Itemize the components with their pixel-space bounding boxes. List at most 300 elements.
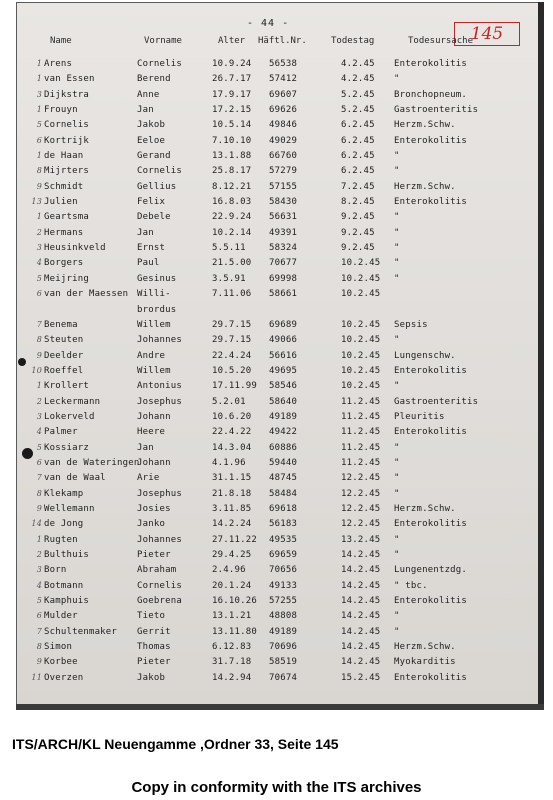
birth-date: 7.10.10 — [212, 135, 252, 146]
row-mark: 4 — [36, 427, 42, 437]
first-name: Gerrit — [137, 626, 171, 637]
first-name: Thomas — [137, 642, 171, 653]
death-date: 11.2.45 — [341, 411, 381, 422]
prisoner-number: 57412 — [269, 74, 298, 85]
row-mark: 8 — [36, 166, 42, 176]
death-date: 10.2.45 — [341, 335, 381, 346]
surname: Kossiarz — [44, 442, 89, 453]
first-name: Gellius — [137, 181, 177, 192]
surname: de Haan — [44, 151, 84, 162]
birth-date: 27.11.22 — [212, 534, 257, 545]
first-name: Antonius — [137, 381, 182, 392]
cause-of-death: " tbc. — [394, 580, 428, 591]
row-mark: 5 — [36, 120, 42, 130]
table-row — [16, 166, 544, 181]
page-number: - 44 - — [247, 18, 290, 29]
death-date: 14.2.45 — [341, 657, 381, 668]
birth-date: 17.9.17 — [212, 89, 252, 100]
cause-of-death: " — [394, 243, 400, 254]
first-name: Josephus — [137, 396, 182, 407]
first-name: Eeloe — [137, 135, 166, 146]
first-name: Josephus — [137, 488, 182, 499]
death-date: 10.2.45 — [341, 273, 381, 284]
surname: van de Wateringen — [44, 457, 140, 468]
table-row — [16, 335, 544, 350]
birth-date: 22.9.24 — [212, 212, 252, 223]
first-name: brordus — [137, 304, 177, 315]
prisoner-number: 70677 — [269, 258, 298, 269]
death-date: 8.2.45 — [341, 197, 375, 208]
table-row — [16, 627, 544, 642]
death-date: 12.2.45 — [341, 488, 381, 499]
birth-date: 10.5.20 — [212, 365, 252, 376]
cause-of-death: " — [394, 335, 400, 346]
table-row — [16, 136, 544, 151]
prisoner-number: 57279 — [269, 166, 298, 177]
death-date: 10.2.45 — [341, 350, 381, 361]
first-name: Willem — [137, 365, 171, 376]
death-date: 6.2.45 — [341, 166, 375, 177]
table-row — [16, 565, 544, 580]
death-date: 7.2.45 — [341, 181, 375, 192]
prisoner-number: 69607 — [269, 89, 298, 100]
first-name: Johann — [137, 457, 171, 468]
row-mark: 1 — [36, 59, 42, 68]
surname: Born — [44, 565, 67, 576]
first-name: Pieter — [137, 550, 171, 560]
death-date: 10.2.45 — [341, 258, 381, 269]
first-name: Cornelis — [137, 59, 182, 69]
cause-of-death: Enterokolitis — [394, 59, 468, 69]
surname: Cornelis — [44, 120, 89, 131]
birth-date: 5.2.01 — [212, 396, 246, 407]
prisoner-number: 49391 — [269, 227, 298, 238]
first-name: Johannes — [137, 335, 182, 346]
prisoner-number: 69618 — [269, 503, 298, 514]
surname: de Jong — [44, 519, 84, 530]
death-date: 14.2.45 — [341, 565, 381, 576]
archive-reference: ITS/ARCH/KL Neuengamme ,Ordner 33, Seite 145 — [12, 736, 339, 752]
row-mark: 1 — [36, 74, 42, 84]
row-mark: 1 — [36, 381, 42, 391]
surname: Borgers — [44, 258, 84, 269]
birth-date: 2.4.96 — [212, 565, 246, 576]
death-date: 12.2.45 — [341, 473, 381, 484]
death-date: 9.2.45 — [341, 243, 375, 254]
cause-of-death: " — [394, 534, 400, 545]
surname: Deelder — [44, 350, 84, 361]
first-name: Janko — [137, 519, 166, 530]
row-mark: 10 — [31, 365, 42, 375]
birth-date: 13.1.88 — [212, 151, 252, 162]
row-mark: 13 — [31, 197, 42, 207]
surname: Korbee — [44, 657, 78, 668]
birth-date: 3.5.91 — [212, 273, 246, 284]
cause-of-death: " — [394, 212, 400, 223]
row-mark: 3 — [36, 89, 42, 99]
birth-date: 10.9.24 — [212, 59, 252, 69]
cause-of-death: Enterokolitis — [394, 596, 468, 607]
birth-date: 21.8.18 — [212, 488, 252, 499]
cause-of-death: Gastroenteritis — [394, 105, 479, 116]
table-row — [16, 473, 544, 488]
table-row — [16, 305, 544, 320]
prisoner-number: 58519 — [269, 657, 298, 668]
first-name: Willem — [137, 319, 171, 330]
surname: Geartsma — [44, 212, 89, 223]
prisoner-number: 60886 — [269, 442, 298, 453]
cause-of-death: " — [394, 381, 400, 392]
row-mark: 8 — [36, 642, 42, 652]
death-date: 11.2.45 — [341, 427, 381, 438]
birth-date: 31.1.15 — [212, 473, 252, 484]
table-row — [16, 535, 544, 550]
table-row — [16, 611, 544, 626]
row-mark: 7 — [36, 626, 42, 636]
table-row — [16, 212, 544, 227]
table-row — [16, 642, 544, 657]
first-name: Josies — [137, 503, 171, 514]
birth-date: 17.2.15 — [212, 105, 252, 116]
row-mark: 1 — [36, 534, 42, 544]
prisoner-number: 58430 — [269, 197, 298, 208]
death-date: 14.2.45 — [341, 642, 381, 653]
first-name: Gerand — [137, 151, 171, 162]
first-name: Goebrena — [137, 596, 182, 607]
birth-date: 14.2.94 — [212, 672, 252, 683]
cause-of-death: Bronchopneum. — [394, 89, 468, 100]
row-mark: 6 — [36, 457, 42, 467]
row-mark: 11 — [31, 672, 42, 682]
first-name: Tieto — [137, 611, 166, 622]
table-row — [16, 258, 544, 273]
death-date: 14.2.45 — [341, 596, 381, 607]
first-name: Paul — [137, 258, 160, 269]
death-date: 14.2.45 — [341, 550, 381, 560]
birth-date: 22.4.22 — [212, 427, 252, 438]
birth-date: 14.3.04 — [212, 442, 252, 453]
cause-of-death: " — [394, 550, 400, 560]
row-mark: 1 — [36, 212, 42, 222]
birth-date: 8.12.21 — [212, 181, 252, 192]
table-row — [16, 289, 544, 304]
surname: van der Maessen — [44, 289, 129, 300]
table-row — [16, 397, 544, 412]
row-mark: 5 — [36, 596, 42, 606]
prisoner-number: 58484 — [269, 488, 298, 499]
row-mark: 2 — [36, 550, 42, 559]
cause-of-death: Enterokolitis — [394, 197, 468, 208]
table-row — [16, 489, 544, 504]
column-header-name: Name — [50, 36, 72, 46]
death-date: 6.2.45 — [341, 135, 375, 146]
first-name: Jakob — [137, 120, 166, 131]
death-date: 5.2.45 — [341, 105, 375, 116]
death-date: 12.2.45 — [341, 519, 381, 530]
death-date: 15.2.45 — [341, 672, 381, 683]
row-mark: 1 — [36, 151, 42, 161]
birth-date: 16.10.26 — [212, 596, 257, 607]
surname: Bulthuis — [44, 550, 89, 560]
surname: Palmer — [44, 427, 78, 438]
birth-date: 31.7.18 — [212, 657, 252, 668]
death-date: 13.2.45 — [341, 534, 381, 545]
surname: Botmann — [44, 580, 84, 591]
row-mark: 3 — [36, 565, 42, 575]
prisoner-number: 49422 — [269, 427, 298, 438]
surname: Heusinkveld — [44, 243, 106, 254]
prisoner-number: 49846 — [269, 120, 298, 131]
column-header-cause: Todesursache — [408, 36, 474, 46]
first-name: Jakob — [137, 672, 166, 683]
birth-date: 29.4.25 — [212, 550, 252, 560]
prisoner-number: 48808 — [269, 611, 298, 622]
table-row — [16, 105, 544, 120]
surname: Arens — [44, 59, 73, 69]
first-name: Arie — [137, 473, 160, 484]
table-row — [16, 550, 544, 565]
birth-date: 13.11.80 — [212, 626, 257, 637]
table-row — [16, 381, 544, 396]
cause-of-death: " — [394, 611, 400, 622]
death-date: 11.2.45 — [341, 457, 381, 468]
death-date: 6.2.45 — [341, 151, 375, 162]
birth-date: 6.12.83 — [212, 642, 252, 653]
surname: Frouyn — [44, 105, 78, 116]
cause-of-death: Pleuritis — [394, 411, 445, 422]
cause-of-death: Herzm.Schw. — [394, 642, 456, 653]
prisoner-number: 58661 — [269, 289, 298, 300]
table-row — [16, 228, 544, 243]
surname: Wellemann — [44, 503, 95, 514]
prisoner-number: 49029 — [269, 135, 298, 146]
prisoner-number: 70656 — [269, 565, 298, 576]
birth-date: 10.2.14 — [212, 227, 252, 238]
first-name: Willi- — [137, 289, 171, 300]
death-date: 14.2.45 — [341, 580, 381, 591]
cause-of-death: Herzm.Schw. — [394, 120, 456, 131]
row-mark: 4 — [36, 580, 42, 590]
death-date: 9.2.45 — [341, 227, 375, 238]
prisoner-number: 56538 — [269, 59, 298, 69]
row-mark: 5 — [36, 442, 42, 452]
birth-date: 16.8.03 — [212, 197, 252, 208]
column-header-age: Alter — [218, 36, 246, 46]
table-row — [16, 443, 544, 458]
first-name: Jan — [137, 105, 154, 116]
birth-date: 29.7.15 — [212, 335, 252, 346]
death-date: 4.2.45 — [341, 74, 375, 85]
surname: Hermans — [44, 227, 84, 238]
death-date: 9.2.45 — [341, 212, 375, 223]
row-mark: 7 — [36, 319, 42, 329]
first-name: Pieter — [137, 657, 171, 668]
table-row — [16, 74, 544, 89]
prisoner-number: 49189 — [269, 411, 298, 422]
cause-of-death: Enterokolitis — [394, 365, 468, 376]
cause-of-death: " — [394, 626, 400, 637]
table-row — [16, 366, 544, 381]
death-date: 6.2.45 — [341, 120, 375, 131]
cause-of-death: " — [394, 457, 400, 468]
birth-date: 10.5.14 — [212, 120, 252, 131]
table-row — [16, 182, 544, 197]
death-date: 5.2.45 — [341, 89, 375, 100]
first-name: Andre — [137, 350, 166, 361]
prisoner-number: 48745 — [269, 473, 298, 484]
row-mark: 8 — [36, 335, 42, 345]
prisoner-number: 58546 — [269, 381, 298, 392]
first-name: Cornelis — [137, 166, 182, 177]
cause-of-death: " — [394, 442, 400, 453]
first-name: Abraham — [137, 565, 177, 576]
row-mark: 3 — [36, 243, 42, 253]
birth-date: 29.7.15 — [212, 319, 252, 330]
first-name: Ernst — [137, 243, 166, 254]
row-mark: 9 — [36, 181, 42, 191]
prisoner-number: 49189 — [269, 626, 298, 637]
cause-of-death: Enterokolitis — [394, 135, 468, 146]
table-row — [16, 458, 544, 473]
surname: Julien — [44, 197, 78, 208]
table-row — [16, 320, 544, 335]
row-mark: 8 — [36, 488, 42, 498]
cause-of-death: Gastroenteritis — [394, 396, 479, 407]
first-name: Berend — [137, 74, 171, 85]
row-mark: 9 — [36, 503, 42, 513]
cause-of-death: " — [394, 74, 400, 85]
surname: Roeffel — [44, 365, 84, 376]
table-row — [16, 243, 544, 258]
cause-of-death: " — [394, 488, 400, 499]
column-header-first-name: Vorname — [144, 36, 182, 46]
prisoner-number: 58324 — [269, 243, 298, 254]
cause-of-death: Enterokolitis — [394, 519, 468, 530]
row-mark: 4 — [36, 258, 42, 268]
surname: Kortrijk — [44, 135, 89, 146]
birth-date: 3.11.85 — [212, 503, 252, 514]
row-mark: 2 — [36, 227, 42, 237]
cause-of-death: Myokarditis — [394, 657, 456, 668]
death-date: 10.2.45 — [341, 289, 381, 300]
birth-date: 25.8.17 — [212, 166, 252, 177]
table-row — [16, 151, 544, 166]
first-name: Jan — [137, 227, 154, 238]
birth-date: 14.2.24 — [212, 519, 252, 530]
prisoner-number: 49133 — [269, 580, 298, 591]
surname: Steuten — [44, 335, 84, 346]
surname: Leckermann — [44, 396, 101, 407]
cause-of-death: " — [394, 227, 400, 238]
prisoner-number: 49066 — [269, 335, 298, 346]
prisoner-number: 59440 — [269, 457, 298, 468]
prisoner-number: 69626 — [269, 105, 298, 116]
surname: Lokerveld — [44, 411, 95, 422]
cause-of-death: Lungenschw. — [394, 350, 456, 361]
copy-notice: Copy in conformity with the ITS archives — [131, 779, 422, 796]
first-name: Gesinus — [137, 273, 177, 284]
death-date: 4.2.45 — [341, 59, 375, 69]
row-mark: 5 — [36, 273, 42, 283]
surname: Klekamp — [44, 488, 84, 499]
row-mark: 6 — [36, 135, 42, 145]
first-name: Debele — [137, 212, 171, 223]
cause-of-death: Sepsis — [394, 319, 428, 330]
prisoner-number: 70674 — [269, 672, 298, 683]
birth-date: 13.1.21 — [212, 611, 252, 622]
birth-date: 22.4.24 — [212, 350, 252, 361]
cause-of-death: " — [394, 151, 400, 162]
prisoner-number: 56183 — [269, 519, 298, 530]
prisoner-number: 69659 — [269, 550, 298, 560]
death-date: 12.2.45 — [341, 503, 381, 514]
cause-of-death: " — [394, 166, 400, 177]
birth-date: 4.1.96 — [212, 457, 246, 468]
table-row — [16, 120, 544, 135]
birth-date: 21.5.00 — [212, 258, 252, 269]
column-header-death-date: Todestag — [331, 36, 375, 46]
prisoner-number: 70696 — [269, 642, 298, 653]
first-name: Johannes — [137, 534, 182, 545]
surname: van Essen — [44, 74, 95, 85]
surname: Kamphuis — [44, 596, 89, 607]
row-mark: 2 — [36, 396, 42, 406]
cause-of-death: Lungenentzdg. — [394, 565, 468, 576]
surname: Rugten — [44, 534, 78, 545]
record-list — [16, 59, 544, 688]
row-mark: 9 — [36, 350, 42, 360]
birth-date: 20.1.24 — [212, 580, 252, 591]
prisoner-number: 49695 — [269, 365, 298, 376]
column-header-prisoner-number: Häftl.Nr. — [258, 36, 307, 46]
column-headers — [16, 36, 544, 48]
first-name: Anne — [137, 89, 160, 100]
row-mark: 14 — [31, 519, 42, 529]
surname: Krollert — [44, 381, 89, 392]
death-date: 11.2.45 — [341, 396, 381, 407]
table-row — [16, 351, 544, 366]
row-mark: 3 — [36, 411, 42, 421]
row-mark: 7 — [36, 473, 42, 483]
table-row — [16, 412, 544, 427]
prisoner-number: 66760 — [269, 151, 298, 162]
prisoner-number: 69689 — [269, 319, 298, 330]
first-name: Felix — [137, 197, 166, 208]
birth-date: 17.11.99 — [212, 381, 257, 392]
birth-date: 26.7.17 — [212, 74, 252, 85]
table-row — [16, 59, 544, 74]
row-mark: 6 — [36, 289, 42, 299]
death-date: 10.2.45 — [341, 365, 381, 376]
prisoner-number: 57255 — [269, 596, 298, 607]
cause-of-death: " — [394, 273, 400, 284]
table-row — [16, 197, 544, 212]
table-row — [16, 581, 544, 596]
scan-edge-bottom — [16, 704, 544, 710]
death-date: 10.2.45 — [341, 319, 381, 330]
row-mark: 6 — [36, 611, 42, 621]
table-row — [16, 519, 544, 534]
archive-stamp: 145 — [454, 22, 520, 46]
row-mark: 1 — [36, 105, 42, 115]
first-name: Heere — [137, 427, 166, 438]
table-row — [16, 596, 544, 611]
surname: Schmidt — [44, 181, 84, 192]
surname: Overzen — [44, 672, 84, 683]
prisoner-number: 56631 — [269, 212, 298, 223]
birth-date: 7.11.06 — [212, 289, 252, 300]
surname: Mulder — [44, 611, 78, 622]
